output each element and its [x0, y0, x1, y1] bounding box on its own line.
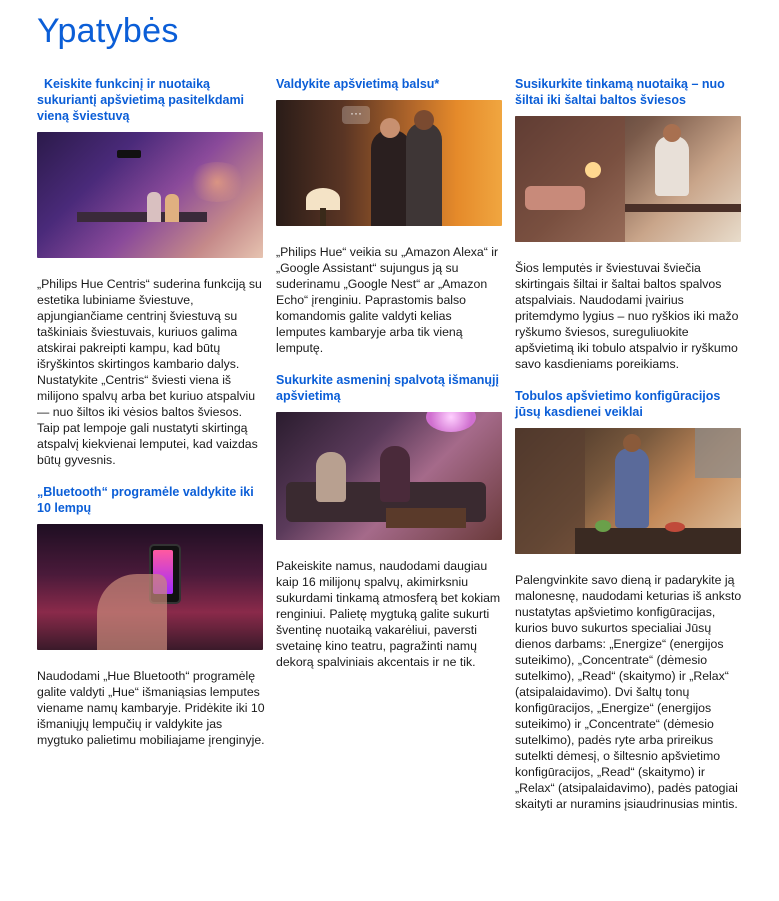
- page-title: Ypatybės: [37, 12, 179, 50]
- bluetooth-photo: [37, 524, 263, 650]
- section-heading: Sukurkite asmeninį spalvotą išmanųjį apšvietimą: [276, 373, 499, 403]
- routines-photo: [515, 428, 741, 554]
- whites-photo: [515, 116, 741, 242]
- centris-photo: [37, 132, 263, 258]
- section-routines: [515, 388, 743, 812]
- section-centris: [37, 76, 265, 468]
- section-bluetooth: [37, 484, 265, 748]
- section-heading: Keiskite funkcinį ir nuotaiką sukuriantį apšvietimą pasitelkdami vieną šviestuvą: [37, 77, 248, 123]
- section-voice: [276, 76, 504, 356]
- column-middle: [276, 76, 504, 684]
- section-body: „Philips Hue“ veikia su „Amazon Alexa“ ir „Google Assistant“ sujungus ją su suderinamu „Google Nest“ ar „Amazon Echo“ įrenginiu. Paprastomis balso komandomis galite valdyti kelias lemputes kambaryje arba tik vieną lemputę.: [276, 245, 499, 355]
- section-heading: Valdykite apšvietimą balsu*: [276, 77, 440, 91]
- section-body: Palengvinkite savo dieną ir padarykite ją malonesnę, naudodami keturias iš anksto nustatytas apšvietimo konfigūracijas, kurios buvo sukurtos specialiai Jūsų dienos darbams: „Energize“ (energijos suteikimo), „Concentrate“ (dėmesio sutelkimo), „Read“ (skaitymo) ir „Relax“ (atsipalaidavimo). Dvi šaltų tonų konfigūracijos, „Energize“ (energijos suteikimo) ir „Concentrate“ (dėmesio sutelkimo), padės ryte arba prireikus sutelkti dėmesį, o šiltesnio apšvietimo konfigūracijos, „Read“ (skaitymo) ir „Relax“ (atsipalaidavimo), padės patogiai skaityti ar nuramins įsiaudrinusias mintis.: [515, 573, 742, 811]
- section-body: „Philips Hue Centris“ suderina funkciją su estetika lubiniame šviestuve, apjungiančiame centrinį šviestuvą su taškiniais šviestuvais, kuriuos galima atskirai pakreipti kampu, kad būtų išryškintos skirtingos kambario dalys. Nustatykite „Centris“ šviesti viena iš milijono spalvų arba bet kuriuo atspalviu — nuo šiltos iki vėsios baltos šviesos. Taip pat lempoje gali nustatyti skirtingą atspalvį kiekvienai lemputei, kad vaizdas būtų gyvesnis.: [37, 277, 262, 467]
- more-icon: ···: [342, 106, 370, 124]
- column-right: [515, 76, 743, 826]
- voice-photo: [276, 100, 502, 226]
- section-whites: [515, 76, 743, 372]
- section-body: Naudodami „Hue Bluetooth“ programėlę galite valdyti „Hue“ išmaniąsias lemputes viename namų kambaryje. Pridėkite iki 10 išmaniųjų lempučių ir valdykite jas mygtuko palietimu mobiliajame įrenginyje.: [37, 669, 265, 747]
- section-heading: Susikurkite tinkamą nuotaiką – nuo šiltai iki šaltai baltos šviesos: [515, 77, 725, 107]
- section-color: [276, 372, 504, 670]
- section-body: Pakeiskite namus, naudodami daugiau kaip 16 milijonų spalvų, akimirksniu sukurdami tinkamą atmosferą bet kokiam renginiui. Palietę mygtuką galite sukurti šventinę nuotaiką vakarėliui, paversti svetainę kino teatru, pagražinti namų dekorą spalviniais akcentais ir ne tik.: [276, 559, 501, 669]
- section-heading: Tobulos apšvietimo konfigūracijos jūsų kasdienei veiklai: [515, 389, 721, 419]
- column-left: [37, 76, 265, 762]
- color-photo: [276, 412, 502, 540]
- section-body: Šios lemputės ir šviestuvai šviečia skirtingais šiltai ir šaltai baltos spalvos atspalviais. Naudodami įvairius pritemdymo lygius – nuo ryškios iki mažo ryškumo šviesos, sureguliuokite apšvietimą iki tobulo atspalvio ir ryškumo savo kasdieniams poreikiams.: [515, 261, 739, 371]
- section-heading: „Bluetooth“ programėle valdykite iki 10 lempų: [37, 485, 254, 515]
